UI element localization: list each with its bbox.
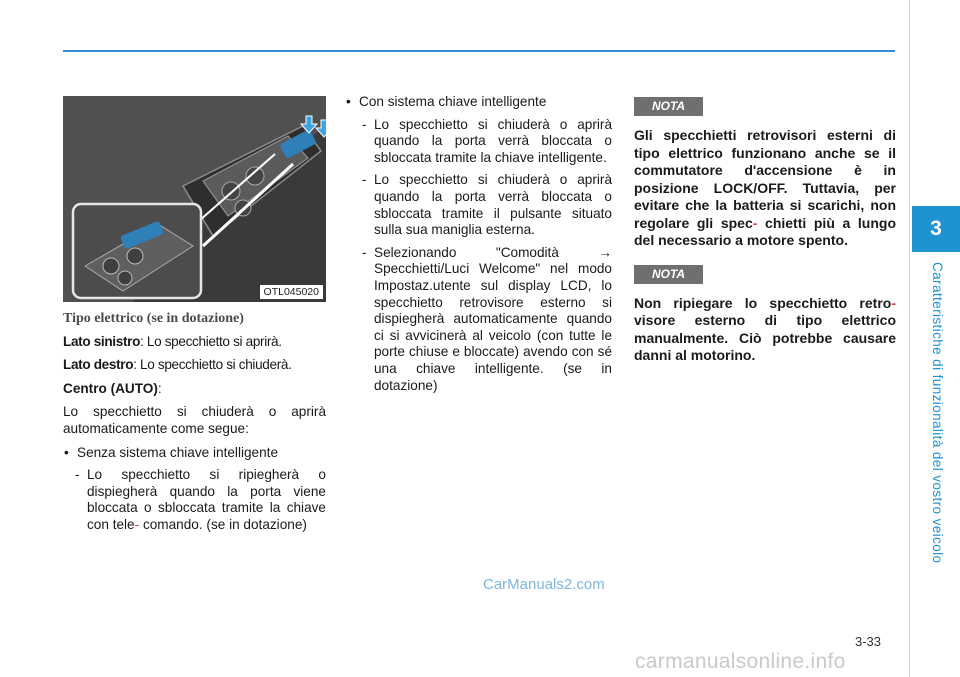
centro-suffix: : [157,380,162,396]
lato-destro-text: : Lo specchietto si chiuderà. [133,357,292,373]
nota-badge-1: NOTA [634,97,703,116]
nota-badge-2: NOTA [634,265,703,284]
chapter-tab[interactable]: 3 [912,206,960,252]
note2-main: Non ripiegare lo specchietto retro [634,294,892,311]
middle-column [345,94,612,400]
page-number: 3-33 [855,634,882,649]
dash1-main: Lo specchietto si ripiegherà o dispiegherà quando la porta viene bloccata o sbloccata tramite la chiave con tele [87,467,326,532]
intro-paragraph: Lo specchietto si chiuderà o aprirà automaticamente come segue: [63,404,326,436]
lato-sinistro-label: Lato sinistro [63,333,141,349]
centro-label: Centro (AUTO) [63,380,158,396]
note1-main: Gli specchietti retrovisori esterni di tipo elettrico funzionano anche se il commutatore d'accensione è in posizione LOCK/OFF. Tuttavia, per evitare che la batteria si scarichi, non regolare gli spec [634,127,896,231]
dash-item-pulsante-maniglia: - Lo specchietto si chiuderà o aprirà quando la porta verrà bloccata o sbloccata tramite il pulsante situato sulla sua maniglia esterna. [362,172,612,238]
bullet-senza-chiave: • Senza sistema chiave intelligente [63,445,326,462]
lato-destro-line [63,357,326,374]
dash-item-chiave-intelligente: - Lo specchietto si chiuderà o aprirà quando la porta verrà bloccata o sbloccata tramite la chiave intelligente. [362,116,612,165]
note2-end: visore esterno di tipo elettrico manualmente. Ciò potrebbe causare danni al motorino. [634,312,896,363]
side-rule [909,0,910,677]
watermark-carmanualsonline: carmanualsonline.info [635,650,846,673]
dash-item-telecomando: - Lo specchietto si ripiegherà o dispiegherà quando la porta viene bloccata o sbloccata tramite la chiave con tele- comando. (se in dotazione) [75,467,326,532]
dash3-text: Lo specchietto si chiuderà o aprirà quando la porta verrà bloccata o sbloccata tramite il pulsante situato sulla sua maniglia esterna. [374,172,612,238]
watermark-carmanuals: CarManuals2.com [483,576,605,593]
arrow-glyph: → [598,244,613,260]
dash-item-comodita: - Selezionando "Comodità → Specchietti/Luci Welcome" nel modo Impostaz.utente sul display LCD, lo specchietto retrovisore esterno si dispiegherà automaticamente quando ci si avvicinerà al veicolo (con tutte le porte chiuse e bloccate) avendo con sé una chiave intelligente. (se in dotazione) [362,244,613,393]
dash1-end: comando. (se in dotazione) [142,516,307,532]
header-rule [63,50,895,52]
lato-sinistro-line [63,334,326,351]
section-caption: Tipo elettrico (se in dotazione) [63,311,244,326]
centro-line [63,381,326,398]
dash2-text: Lo specchietto si chiuderà o aprirà quando la porta verrà bloccata o sbloccata tramite la chiave intelligente. [374,116,612,165]
lato-sinistro-text: : Lo specchietto si aprirà. [140,333,282,349]
mirror-switch-photo [63,96,326,302]
right-column [634,97,896,380]
figure-code: OTL045020 [260,285,323,299]
bullet-con-chiave: • Con sistema chiave intelligente [345,94,612,111]
dash4-start: Selezionando "Comodità [374,244,559,260]
hyphen-mark: - [134,516,140,532]
note1-end: chietti più a lungo del necessario a motore spento. [634,214,896,248]
left-column [63,96,326,540]
mirror-switch-illustration [63,96,326,302]
dash4-rest: Specchietti/Luci Welcome" nel modo Impostaz.utente sul display LCD, lo specchietto retrovisore esterno si dispiegherà automaticamente quando ci si avvicinerà al veicolo (con tutte le porte chiuse e bloccate) avendo con sé una chiave intelligente. (se in dotazione) [374,261,612,393]
note-ripiegare [634,295,896,365]
chapter-title: Caratteristiche di funzionalità del vostro veicolo [930,262,945,564]
note-batteria [634,127,896,250]
lato-destro-label: Lato destro [63,357,134,373]
hyphen-mark: - [891,294,896,311]
hyphen-mark: - [752,214,758,231]
